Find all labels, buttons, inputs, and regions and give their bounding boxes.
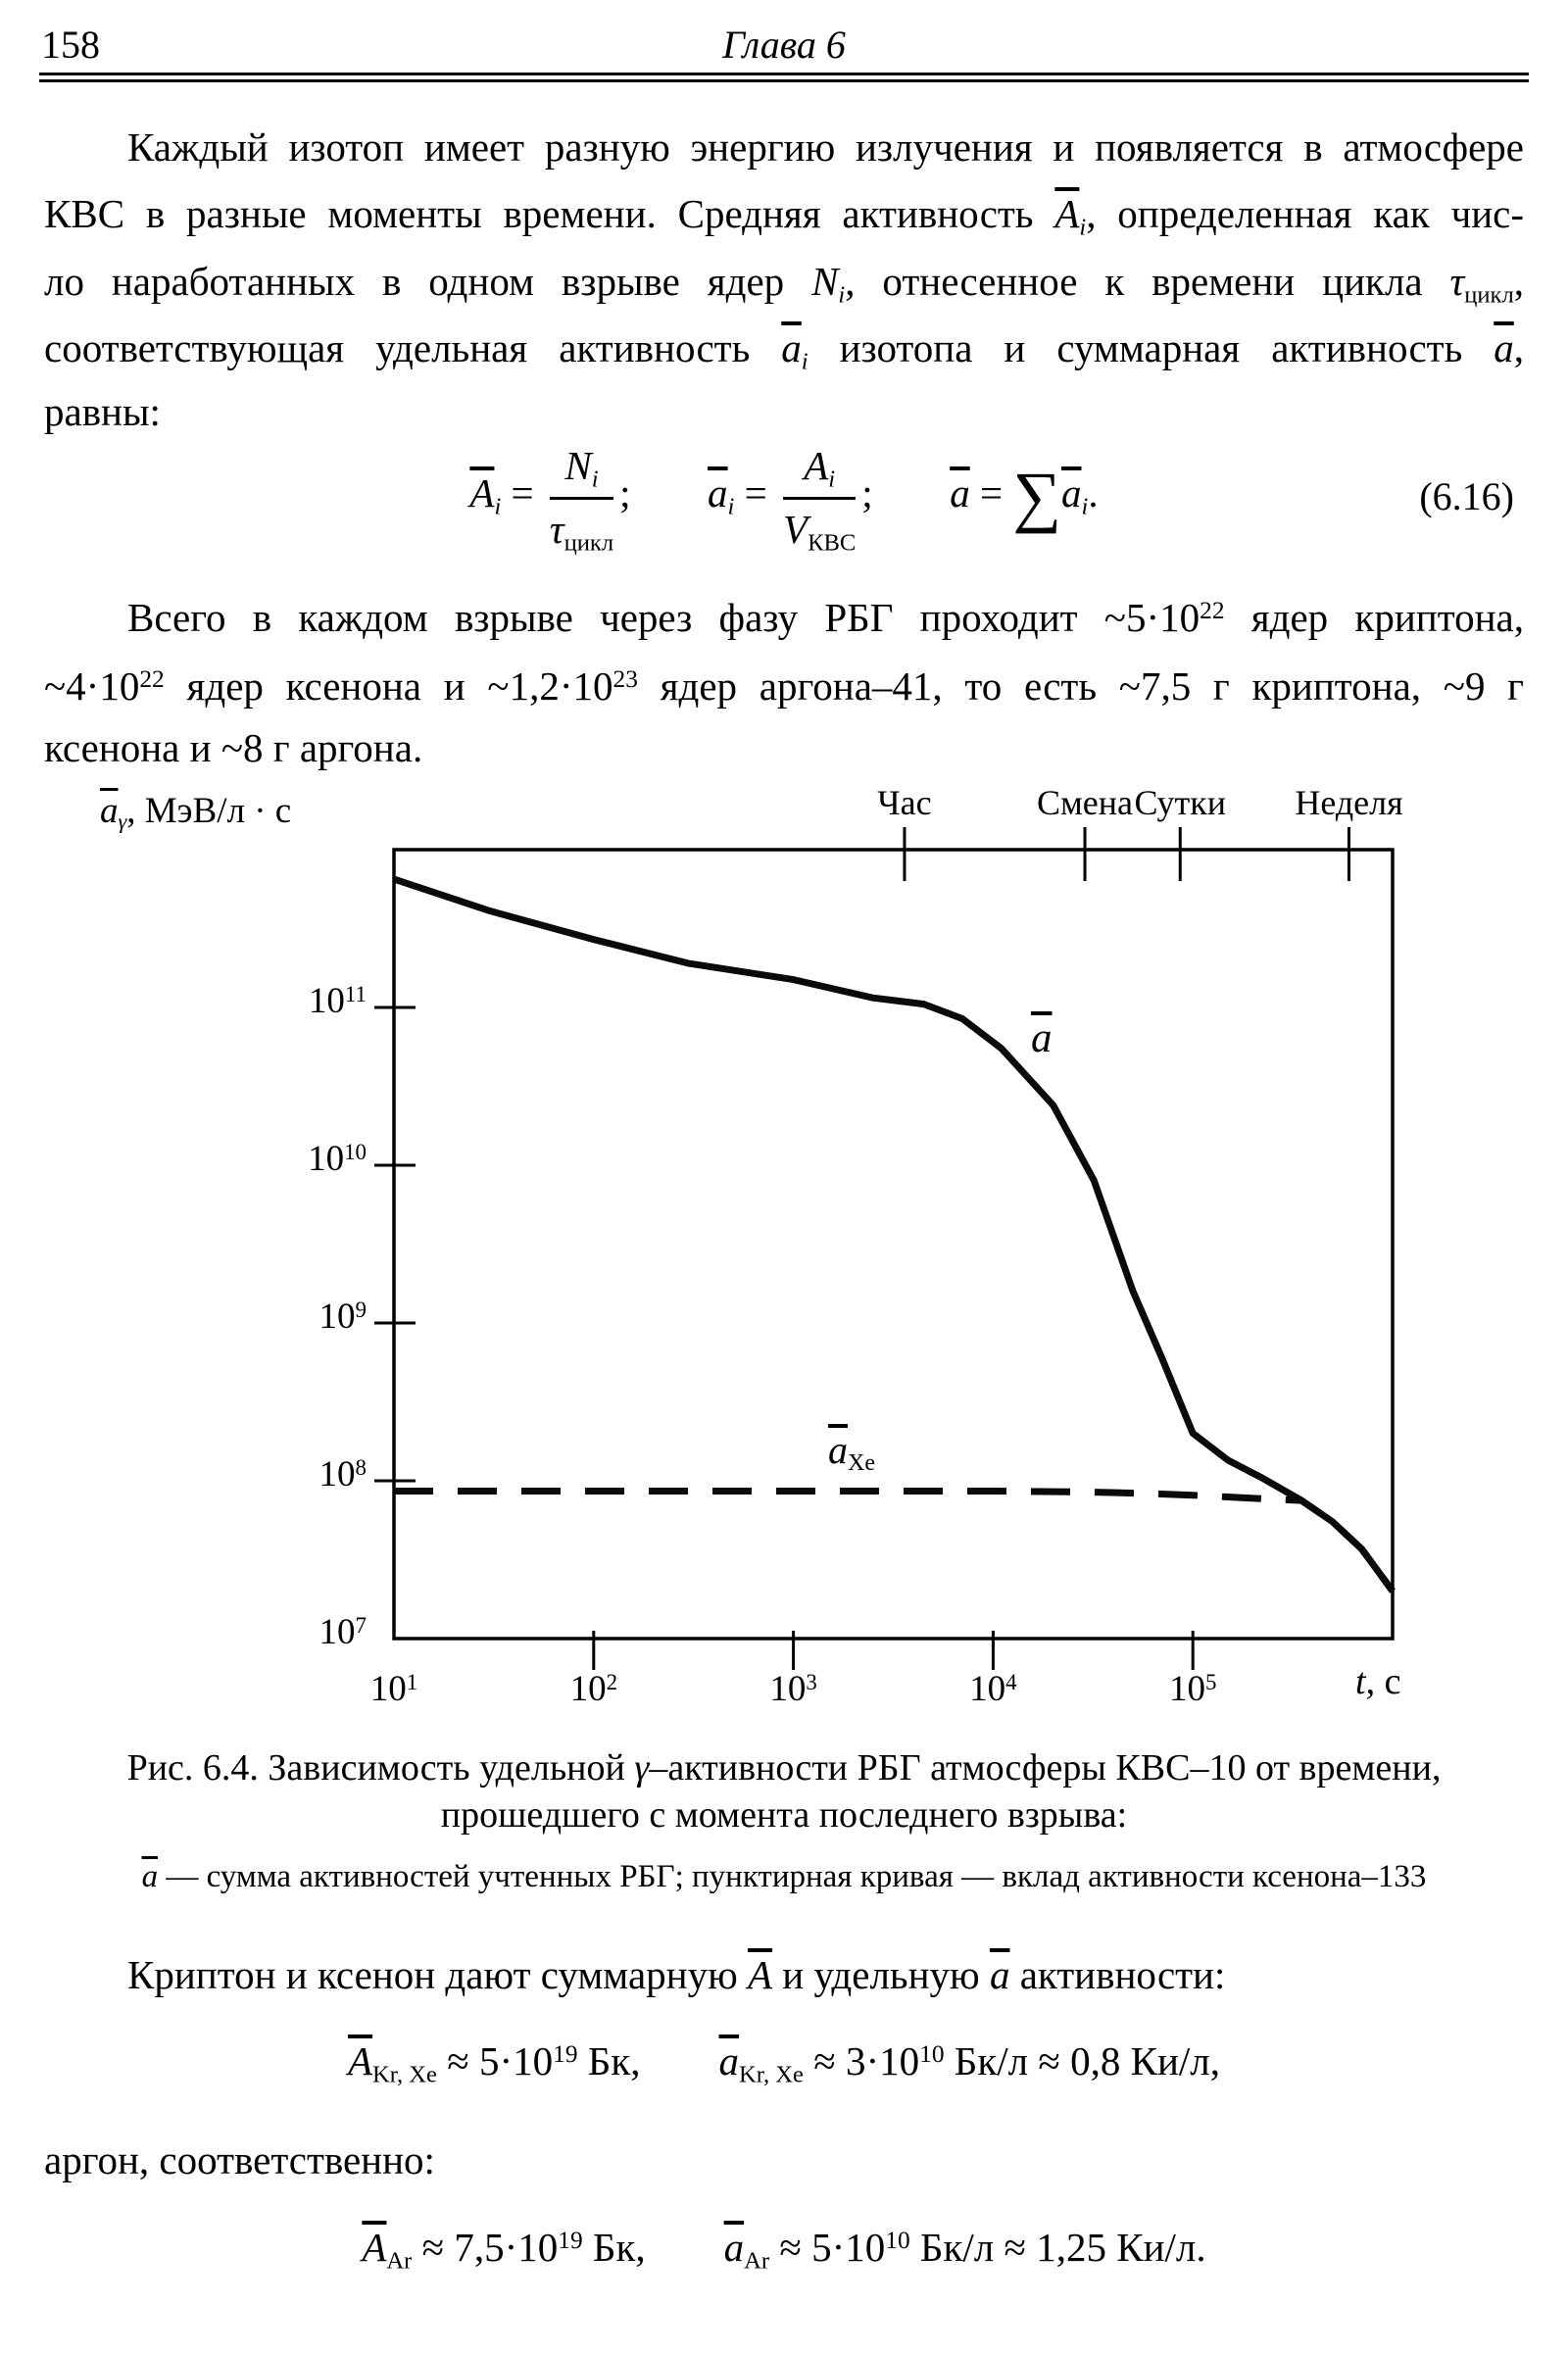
- paragraph1-line2: КВС в разные моменты времени. Средняя активность $\overline{A}_i$, определенная как чис-: [44, 191, 1524, 241]
- equation-6-16: [44, 417, 1524, 578]
- y-axis-title: $\overline{a}_\gamma$, МэВ/л · с: [100, 791, 292, 834]
- paragraph1-line1: Каждый изотоп имеет разную энергию излучения и появляется в атмосфере: [127, 124, 1524, 170]
- top-axis-label: Неделя: [1295, 783, 1403, 822]
- paragraph1-line5: равны:: [44, 389, 161, 434]
- paragraph2-line1: Всего в каждом взрыве через фазу РБГ проходит $\sim 5\cdot 10^{22}$ ядер криптона,: [127, 595, 1524, 640]
- x-axis-title: t, с: [1355, 1661, 1401, 1702]
- figure-legend: $\overline{a}$ — сумма активностей учтенных РБГ; пунктирная кривая — вклад активности ксенона–133: [141, 1859, 1427, 1894]
- header-rule: [39, 73, 1529, 82]
- formula-kr-xe: $\overline{A}_{Kr, Xe} \approx 5\cdot 10^{19}$ Бк, $\overline{a}_{Kr, Xe} \approx 3\cdot 10^{10}$ Бк/л ≈ 0,8 Ки/л,: [347, 2038, 1220, 2088]
- x-tick-label: $10^2$: [569, 1669, 618, 1709]
- figure-caption-line2: прошедшего с момента последнего взрыва:: [440, 1794, 1128, 1836]
- y-tick-label: $10^7$: [318, 1612, 367, 1652]
- paragraph2-line2: $\sim 4\cdot 10^{22}$ ядер ксенона и $\sim 1,2\cdot 10^{23}$ ядер аргона–41, то есть ~7,5 г криптона, ~9 г: [44, 663, 1524, 709]
- top-axis-label: Смена: [1037, 783, 1134, 822]
- top-axis-label: Сутки: [1134, 783, 1227, 822]
- page-number: 158: [41, 23, 100, 67]
- paragraph3: Криптон и ксенон дают суммарную $\overline{A}$ и удельную $\overline{a}$ активности:: [127, 1952, 1226, 1997]
- paragraph4: аргон, соответственно:: [44, 2137, 435, 2182]
- y-tick-label: $10^9$: [318, 1297, 367, 1337]
- total-activity-curve: [394, 879, 1393, 1591]
- paragraph1-line4: соответствующая удельная активность $\overline{a}_i$ изотопа и суммарная активность $\overline{a}$,: [44, 325, 1524, 375]
- plot-frame: [394, 850, 1393, 1639]
- x-tick-label: $10^1$: [369, 1669, 418, 1709]
- x-tick-label: $10^3$: [769, 1669, 817, 1709]
- y-tick-label: $10^{11}$: [308, 981, 367, 1021]
- equation-number: (6.16): [1419, 474, 1514, 518]
- xenon-activity-curve: [394, 1492, 1393, 1592]
- y-tick-label: $10^8$: [318, 1454, 367, 1495]
- x-tick-label: $10^5$: [1168, 1669, 1217, 1709]
- chapter-title: Глава 6: [722, 23, 846, 67]
- equation-body: $\overline{A}_i$ = $N_i$ $\tau_{цикл}$ ; $\overline{a}_i$ = $A_i$ $V_{КВС}$ ; $\overline{a} = \sum\overline{a}_i$.: [469, 443, 1099, 557]
- top-axis-label: Час: [877, 783, 932, 822]
- x-tick-label: $10^4$: [969, 1669, 1017, 1709]
- paragraph1-line3: ло наработанных в одном взрыве ядер $N_i$, отнесенное к времени цикла $\tau_{цикл}$,: [44, 259, 1524, 309]
- total-activity-curve-label: $\overline{a}$: [1031, 1015, 1053, 1061]
- figure-caption-line1: Рис. 6.4. Зависимость удельной γ–активности РБГ атмосферы КВС–10 от времени,: [126, 1747, 1442, 1789]
- paragraph2-line3: ксенона и ~8 г аргона.: [44, 725, 423, 770]
- formula-ar: $\overline{A}_{Ar} \approx 7,5\cdot 10^{19}$ Бк, $\overline{a}_{Ar} \approx 5\cdot 10^{10}$ Бк/л ≈ 1,25 Ки/л.: [362, 2225, 1206, 2275]
- xenon-curve-label: $\overline{a}_{Xe}$: [828, 1428, 875, 1477]
- y-tick-label: $10^{10}$: [308, 1139, 367, 1179]
